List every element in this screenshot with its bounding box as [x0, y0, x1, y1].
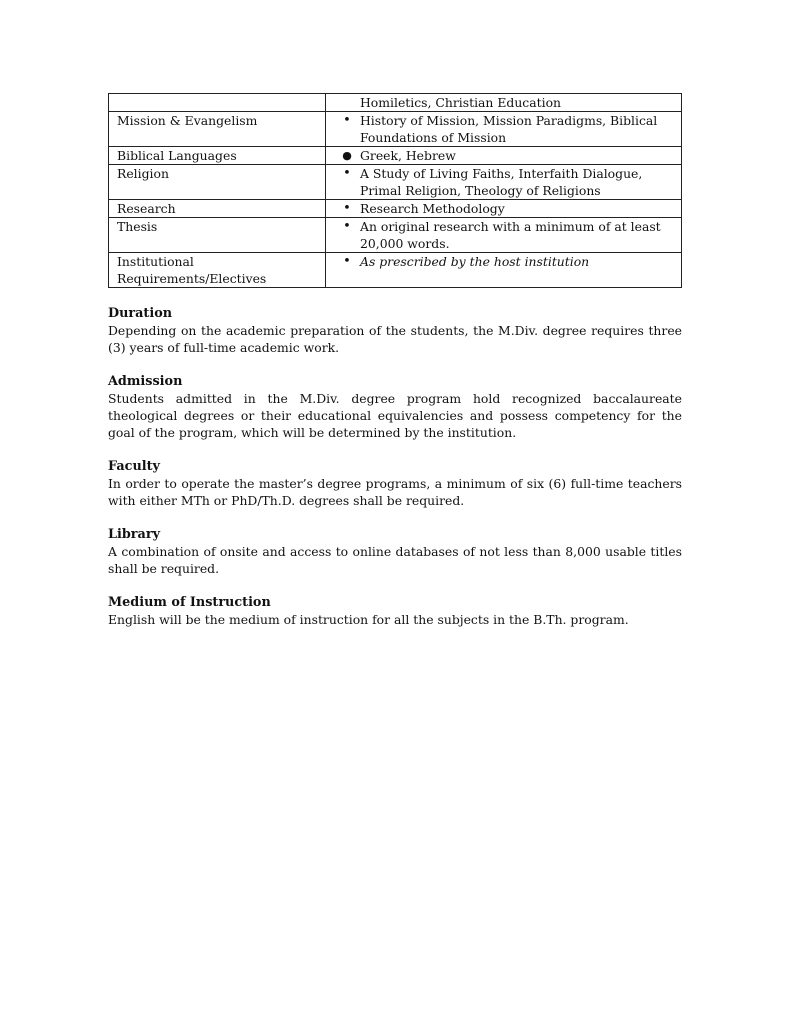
table-row [109, 218, 682, 253]
topics-cell [326, 218, 682, 253]
topic-item: As prescribed by the host institution [360, 254, 590, 269]
topics-cell [326, 147, 682, 165]
topics-cell [326, 112, 682, 147]
topic-item: An original research with a minimum of at least 20,000 words. [360, 219, 661, 251]
bullet-icon: • [343, 254, 351, 269]
table-row [109, 94, 682, 112]
topics-cell [326, 165, 682, 200]
bullet-icon: • [343, 166, 351, 181]
section-heading: Faculty [108, 459, 160, 474]
admission-section [108, 373, 682, 441]
topic-item: Homiletics, Christian Education [360, 95, 562, 110]
document-page [108, 93, 682, 628]
section-body: Depending on the academic preparation of the students, the M.Div. degree requires three (3) years of full-time academic work. [108, 323, 682, 355]
subject-cell: Biblical Languages [109, 147, 326, 165]
section-body: English will be the medium of instruction for all the subjects in the B.Th. program. [108, 612, 629, 627]
topics-cell [326, 253, 682, 288]
topic-item: Research Methodology [360, 201, 505, 216]
section-heading: Library [108, 527, 161, 542]
section-heading: Medium of Instruction [108, 595, 271, 610]
bullet-icon: • [343, 201, 351, 216]
bullet-icon: • [343, 113, 351, 128]
topic-item: Greek, Hebrew [360, 148, 456, 163]
curriculum-table [108, 93, 682, 288]
duration-section [108, 305, 682, 356]
table-row [109, 253, 682, 288]
topic-item: A Study of Living Faiths, Interfaith Dialogue, Primal Religion, Theology of Religions [360, 166, 643, 198]
subject-cell: Research [109, 200, 326, 218]
table-row [109, 165, 682, 200]
medium-of-instruction-section [108, 594, 682, 628]
faculty-section [108, 458, 682, 509]
section-body: In order to operate the master’s degree programs, a minimum of six (6) full-time teachers with either MTh or PhD/Th.D. degrees shall be required. [108, 476, 682, 508]
subject-cell: Mission & Evangelism [109, 112, 326, 147]
section-heading: Admission [108, 374, 183, 389]
table-row [109, 200, 682, 218]
bullet-icon: ● [342, 149, 352, 162]
subject-cell: Institutional Requirements/Electives [109, 253, 326, 288]
topic-item: History of Mission, Mission Paradigms, Biblical Foundations of Mission [360, 113, 658, 145]
section-body: A combination of onsite and access to online databases of not less than 8,000 usable titles shall be required. [108, 544, 682, 576]
section-body: Students admitted in the M.Div. degree program hold recognized baccalaureate theological degrees or their educational equivalencies and possess competency for the goal of the program, which will be determined by the institution. [108, 391, 682, 440]
library-section [108, 526, 682, 577]
table-row [109, 112, 682, 147]
bullet-icon: • [343, 219, 351, 234]
topics-cell [326, 94, 682, 112]
topics-cell [326, 200, 682, 218]
subject-cell: Thesis [109, 218, 326, 253]
table-row [109, 147, 682, 165]
section-heading: Duration [108, 306, 173, 321]
subject-cell: Religion [109, 165, 326, 200]
subject-cell [109, 94, 326, 112]
